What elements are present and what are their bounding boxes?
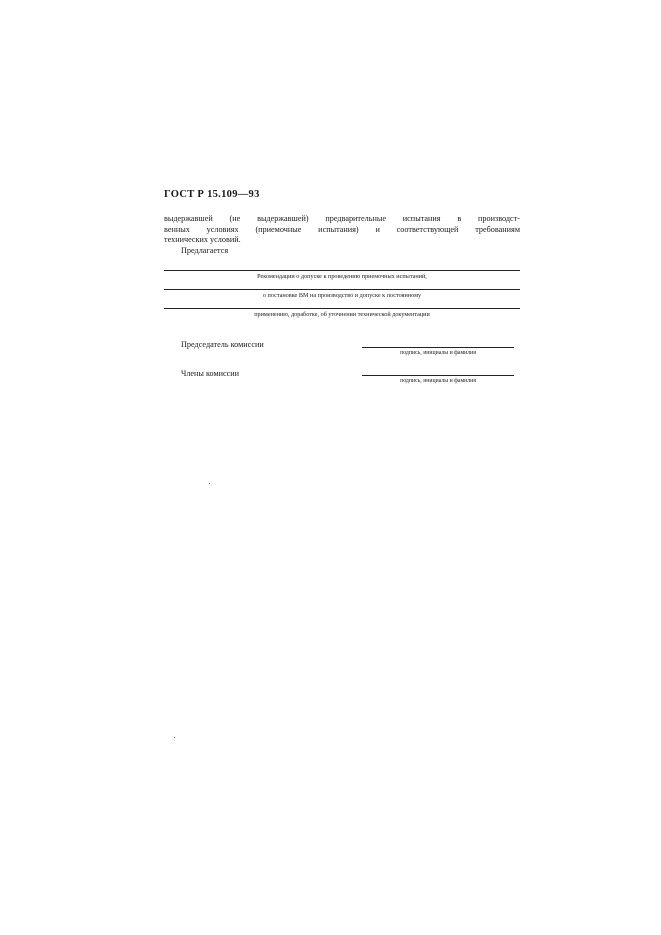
body-line: венных условиях (приемочные испытания) и соответствующей требованиям [164, 224, 520, 234]
body-paragraph [164, 214, 520, 246]
recommendation-caption: применению, доработке, об уточнении технической документации [254, 311, 430, 318]
signature-line [362, 375, 514, 376]
signature-caption: подпись, инициалы и фамилия [400, 378, 476, 384]
recommendation-caption: Рекомендации о допуске к проведению приемочных испытаний, [257, 273, 427, 280]
proposal-label: Предлагается [181, 246, 229, 255]
body-line: выдержавшей (не выдержавшей) предварительные испытания в производст- [164, 214, 520, 223]
chairman-label: Председатель комиссии [181, 340, 264, 349]
signature-line [362, 347, 514, 348]
body-line: технических условий. [164, 235, 241, 244]
fill-line [164, 270, 520, 271]
recommendation-caption: о постановке ВМ на производство и допуске к постоянному [262, 292, 422, 299]
members-label: Члены комиссии [181, 369, 240, 378]
scan-speck [209, 483, 210, 484]
scan-speck [174, 737, 175, 738]
fill-line [164, 289, 520, 290]
document-number: ГОСТ Р 15.109—93 [164, 189, 260, 200]
signature-caption: подпись, инициалы и фамилия [400, 350, 476, 356]
fill-line [164, 308, 520, 309]
